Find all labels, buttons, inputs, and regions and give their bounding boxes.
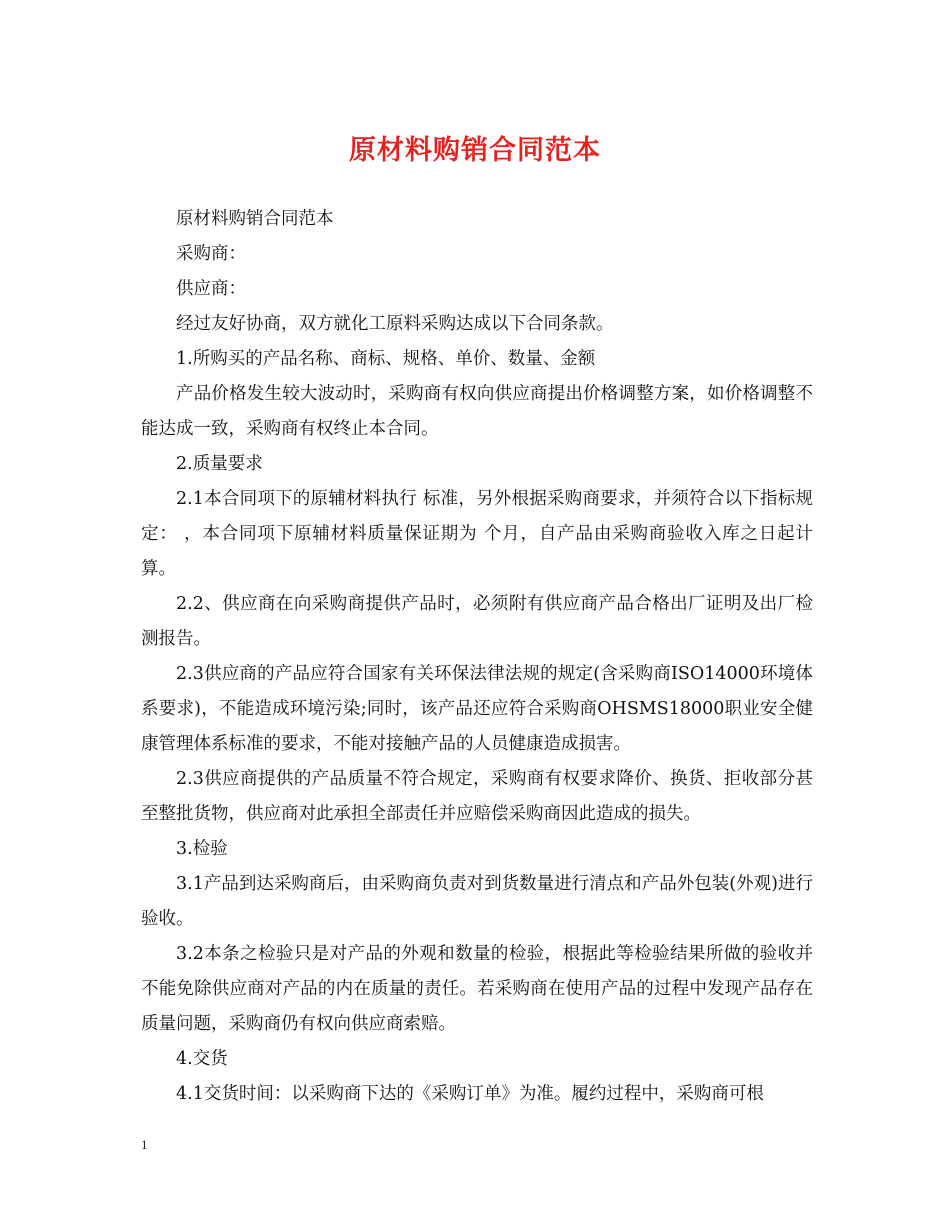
- paragraph: 经过友好协商，双方就化工原料采购达成以下合同条款。: [176, 314, 614, 334]
- paragraph: 2.3供应商提供的产品质量不符合规定，采购商有权要求降价、换货、拒收部分甚至整批货物，供应商对此承担全部责任并应赔偿采购商因此造成的损失。: [141, 769, 813, 824]
- paragraph: 3.1产品到达采购商后，由采购商负责对到货数量进行清点和产品外包装(外观)进行验收。: [141, 874, 813, 929]
- paragraph: 2.2、供应商在向采购商提供产品时，必须附有供应商产品合格出厂证明及出厂检测报告。: [141, 594, 813, 649]
- paragraph: 2.3供应商的产品应符合国家有关环保法律法规的规定(含采购商ISO14000环境体系要求)，不能造成环境污染;同时，该产品还应符合采购商OHSMS18000职业安全健康管理体系标准的要求，不能对接触产品的人员健康造成损害。: [141, 664, 813, 754]
- paragraph: 产品价格发生较大波动时，采购商有权向供应商提出价格调整方案，如价格调整不能达成一致，采购商有权终止本合同。: [141, 384, 813, 439]
- paragraph: 1.所购买的产品名称、商标、规格、单价、数量、金额: [176, 349, 596, 369]
- paragraph: 4.交货: [176, 1049, 228, 1069]
- paragraph: 采购商：: [176, 244, 246, 264]
- paragraph: 3.2本条之检验只是对产品的外观和数量的检验，根据此等检验结果所做的验收并不能免除供应商对产品的内在质量的责任。若采购商在使用产品的过程中发现产品存在质量问题，采购商仍有权向供应商索赔。: [141, 944, 813, 1034]
- paragraph: 原材料购销合同范本: [176, 209, 334, 229]
- page-number: 1: [141, 1137, 148, 1152]
- paragraph: 供应商：: [176, 279, 246, 299]
- paragraph: 2.质量要求: [176, 454, 263, 474]
- paragraph: 2.1本合同项下的原辅材料执行 标准，另外根据采购商要求，并须符合以下指标规定： ，本合同项下原辅材料质量保证期为 个月，自产品由采购商验收入库之日起计算。: [141, 489, 813, 579]
- paragraph: 3.检验: [176, 839, 228, 859]
- document-body: [141, 202, 813, 1112]
- document-title: 原材料购销合同范本: [349, 135, 601, 166]
- paragraph: 4.1交货时间：以采购商下达的《采购订单》为准。履约过程中，采购商可根: [176, 1084, 764, 1104]
